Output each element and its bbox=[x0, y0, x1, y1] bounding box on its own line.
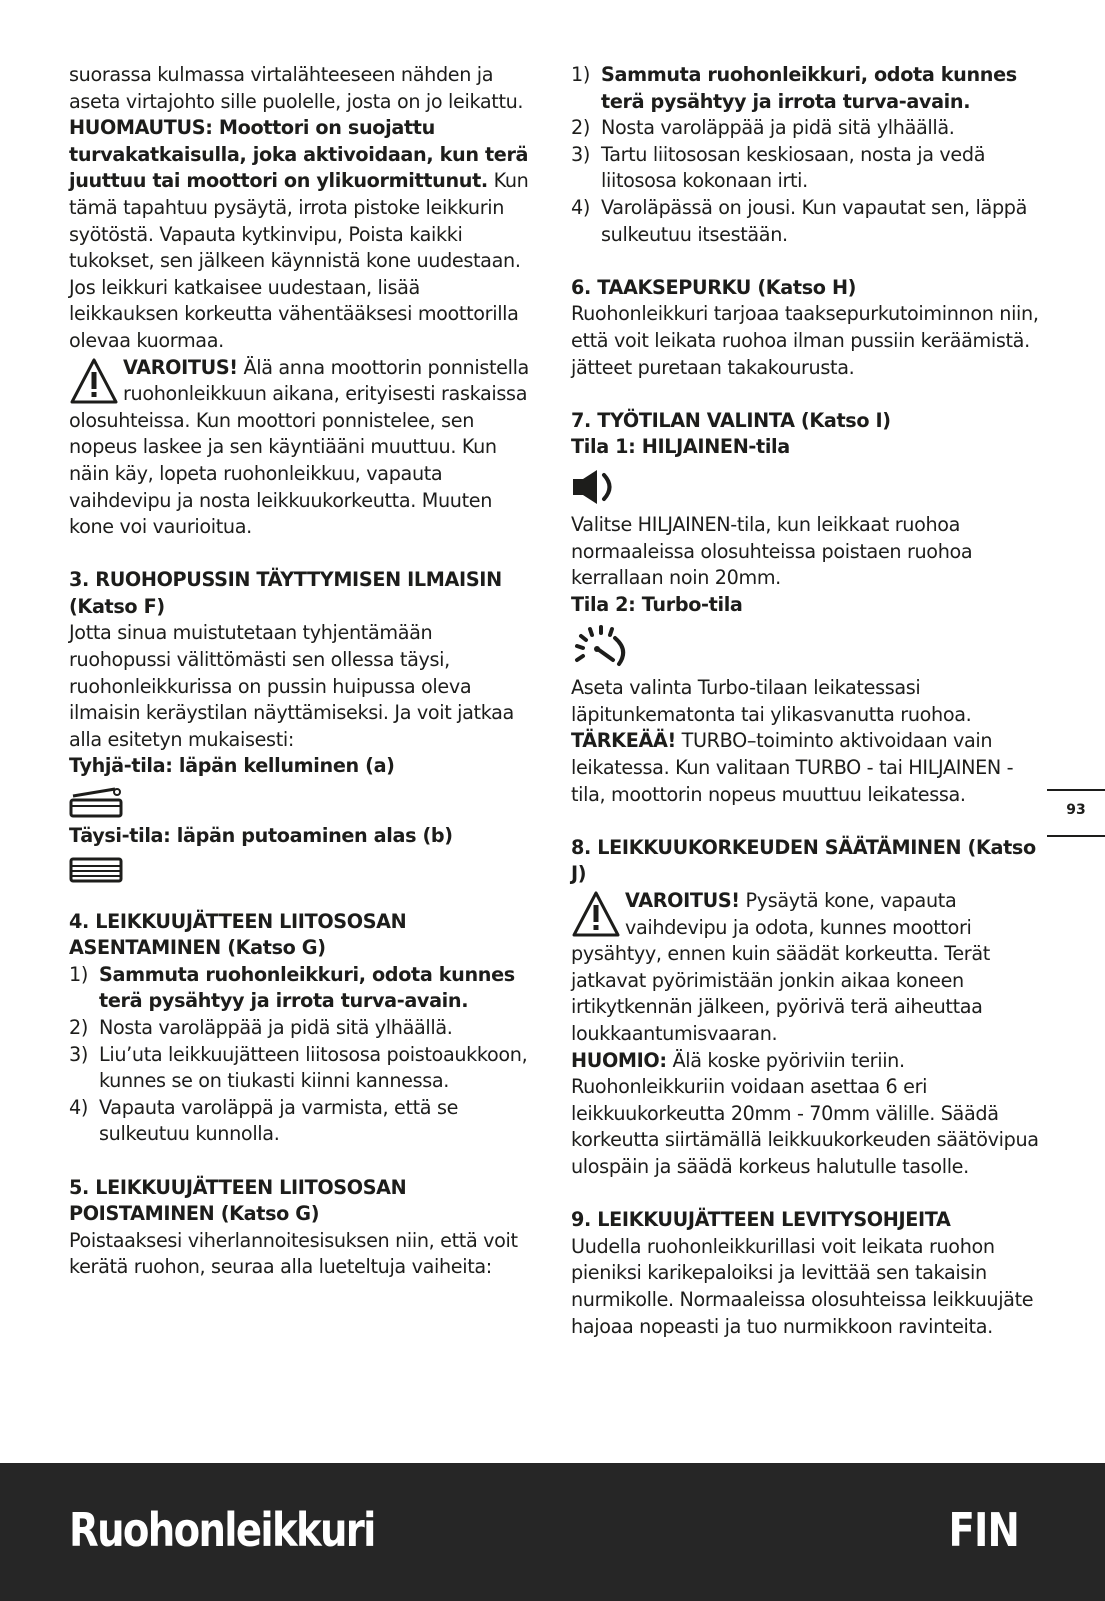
list-item: 2) Nosta varoläppää ja pidä sitä ylhäällä. bbox=[571, 116, 955, 140]
bag-full-flap-icon bbox=[69, 856, 125, 884]
section-6-text: Ruohonleikkuri tarjoaa taaksepurkutoiminnon niin, että voit leikata ruohoa ilman pussiin keräämistä. jätteet puretaan takakourusta. bbox=[571, 302, 1039, 379]
section-5-heading: 5. LEIKKUUJÄTTEEN LIITOSOSAN POISTAMINEN (Katso G) bbox=[69, 1175, 407, 1226]
section-9-text: Uudella ruohonleikkurillasi voit leikata ruohon pieniksi karikepaloiksi ja levittää sen takaisin nurmikolle. Normaaleissa olosuhteissa leikkuujäte hajoaa nopeasti ja tuo nurmikkoon ravinteita. bbox=[571, 1234, 1034, 1338]
list-item: 4) Varoläpässä on jousi. Kun vapautat sen, läppä sulkeutuu itsestään. bbox=[571, 195, 1028, 246]
mode-1-label: Tila 1: HILJAINEN-tila bbox=[571, 435, 790, 459]
warning-block bbox=[571, 888, 1041, 1048]
mode-2-text: Aseta valinta Turbo-tilaan leikatessasi läpitunkematonta tai ylikasvanutta ruohoa. bbox=[571, 676, 972, 726]
list-item: 3) Liu’uta leikkuujätteen liitososa poistoaukkoon, kunnes se on tiukasti kiinni kannessa. bbox=[69, 1042, 528, 1093]
footer-title: Ruohonleikkuri bbox=[69, 1503, 375, 1557]
page-number: 93 bbox=[1066, 802, 1086, 818]
section-3-heading: 3. RUOHOPUSSIN TÄYTTYMISEN ILMAISIN (Katso F) bbox=[69, 568, 502, 618]
list-item: 4) Vapauta varoläppä ja varmista, että se sulkeutuu kunnolla. bbox=[69, 1095, 459, 1146]
intro-text: suorassa kulmassa virtalähteeseen nähden ja aseta virtajohto sille puolelle, josta on jo leikattu. bbox=[69, 63, 524, 113]
note-bold: HUOMAUTUS: Moottori on suojattu turvakatkaisulla, joka aktivoidaan, kun terä juuttuu tai moottori on ylikuormittunut. bbox=[69, 116, 529, 193]
mode-2-label: Tila 2: Turbo-tila bbox=[571, 592, 743, 616]
notice-text: Älä koske pyöriviin teriin. Ruohonleikkuriin voidaan asettaa 6 eri leikkuukorkeutta 20mm - 70mm välille. Säädä korkeutta siirtämällä leikkuukorkeuden säätövipua ulospäin ja säädä korkeus halutulle tasolle. bbox=[571, 1048, 1039, 1178]
section-9-heading: 9. LEIKKUUJÄTTEEN LEVITYSOHJEITA bbox=[571, 1208, 951, 1232]
list-item: 3) Tartu liitososan keskiosaan, nosta ja vedä liitososa kokonaan irti. bbox=[571, 142, 986, 193]
bag-empty-flap-icon bbox=[69, 786, 125, 818]
section-3-text: Jotta sinua muistutetaan tyhjentämään ruohopussi välittömästi sen ollessa täysi, ruohonleikkurissa on pussin huipussa oleva ilmaisin keräystilan näyttämiseksi. Ja voit jatkaa alla esitetyn mukaisesti: bbox=[69, 621, 514, 751]
warning-paragraph bbox=[571, 888, 1041, 1048]
list-item: 2) Nosta varoläppää ja pidä sitä ylhäällä. bbox=[69, 1016, 453, 1039]
notice-paragraph bbox=[571, 1048, 1041, 1181]
footer-language: FIN bbox=[948, 1503, 1019, 1557]
section-5-text: Poistaaksesi viherlannoitesisuksen niin, että voit kerätä ruohon, seuraa alla lueteltuja vaiheita: bbox=[69, 1228, 518, 1279]
left-column bbox=[69, 62, 531, 1281]
important-bold: TÄRKEÄÄ! bbox=[571, 729, 676, 753]
right-column bbox=[571, 62, 1041, 1340]
warning-bold: VAROITUS! bbox=[625, 889, 740, 913]
list-item: 1) Sammuta ruohonleikkuri, odota kunnes terä pysähtyy ja irrota turva-avain. bbox=[571, 63, 1017, 113]
section-5-steps bbox=[571, 62, 1041, 248]
warning-triangle-icon bbox=[571, 890, 621, 938]
notice-bold: HUOMIO: bbox=[571, 1048, 667, 1072]
note-paragraph bbox=[69, 115, 531, 354]
mode-1-text: Valitse HILJAINEN-tila, kun leikkaat ruohoa normaaleissa olosuhteissa poistaen ruohoa kerrallaan noin 20mm. bbox=[571, 512, 973, 590]
important-text: TURBO–toiminto aktivoidaan vain leikatessa. Kun valitaan TURBO - tai HILJAINEN -tila, moottorin nopeus muuttuu leikatessa. bbox=[571, 729, 1014, 806]
section-8-heading: 8. LEIKKUUKORKEUDEN SÄÄTÄMINEN (Katso J) bbox=[571, 835, 1036, 886]
note-text: Kun tämä tapahtuu pysäytä, irrota pistoke leikkurin syötöstä. Vapauta kytkinvipu, Poista kaikki tukokset, sen jälkeen käynnistä kone uudestaan. Jos leikkuri katkaisee uudestaan, lisää leikkauksen korkeutta vähentääksesi moottorilla olevaa kuormaa. bbox=[69, 169, 529, 352]
turbo-gauge-icon bbox=[571, 624, 631, 670]
warning-bold: VAROITUS! bbox=[123, 355, 238, 379]
full-mode-label: Täysi-tila: läpän putoaminen alas (b) bbox=[69, 824, 453, 848]
section-6-heading: 6. TAAKSEPURKU (Katso H) bbox=[571, 275, 857, 299]
section-7-heading: 7. TYÖTILAN VALINTA (Katso I) bbox=[571, 408, 891, 432]
empty-mode-label: Tyhjä-tila: läpän kelluminen (a) bbox=[69, 754, 395, 778]
important-paragraph bbox=[571, 728, 1041, 808]
section-4-steps bbox=[69, 962, 531, 1148]
warning-triangle-icon bbox=[69, 357, 119, 405]
speaker-quiet-icon bbox=[571, 467, 621, 507]
warning-block bbox=[69, 355, 531, 541]
footer-bar bbox=[0, 1463, 1105, 1601]
list-item: 1) Sammuta ruohonleikkuri, odota kunnes terä pysähtyy ja irrota turva-avain. bbox=[69, 962, 515, 1013]
section-4-heading: 4. LEIKKUUJÄTTEEN LIITOSOSAN ASENTAMINEN (Katso G) bbox=[69, 909, 407, 960]
warning-text: Pysäytä kone, vapauta vaihdevipu ja odota, kunnes moottori pysähtyy, ennen kuin säädät korkeutta. Terät jatkavat pyörimistään jonkin aikaa koneen irtikytkennän jälkeen, pyörivä terä aiheuttaa loukkaantumisvaaran. bbox=[571, 889, 990, 1045]
warning-paragraph bbox=[69, 355, 531, 541]
warning-text: Älä anna moottorin ponnistella ruohonleikkuun aikana, erityisesti raskaissa olosuhteissa. Kun moottori ponnistelee, sen nopeus laskee ja sen käyntiääni muuttuu. Kun näin käy, lopeta ruohonleikkuu, vapauta vaihdevipu ja nosta leikkuukorkeutta. Muuten kone voi vaurioitua. bbox=[69, 355, 529, 539]
